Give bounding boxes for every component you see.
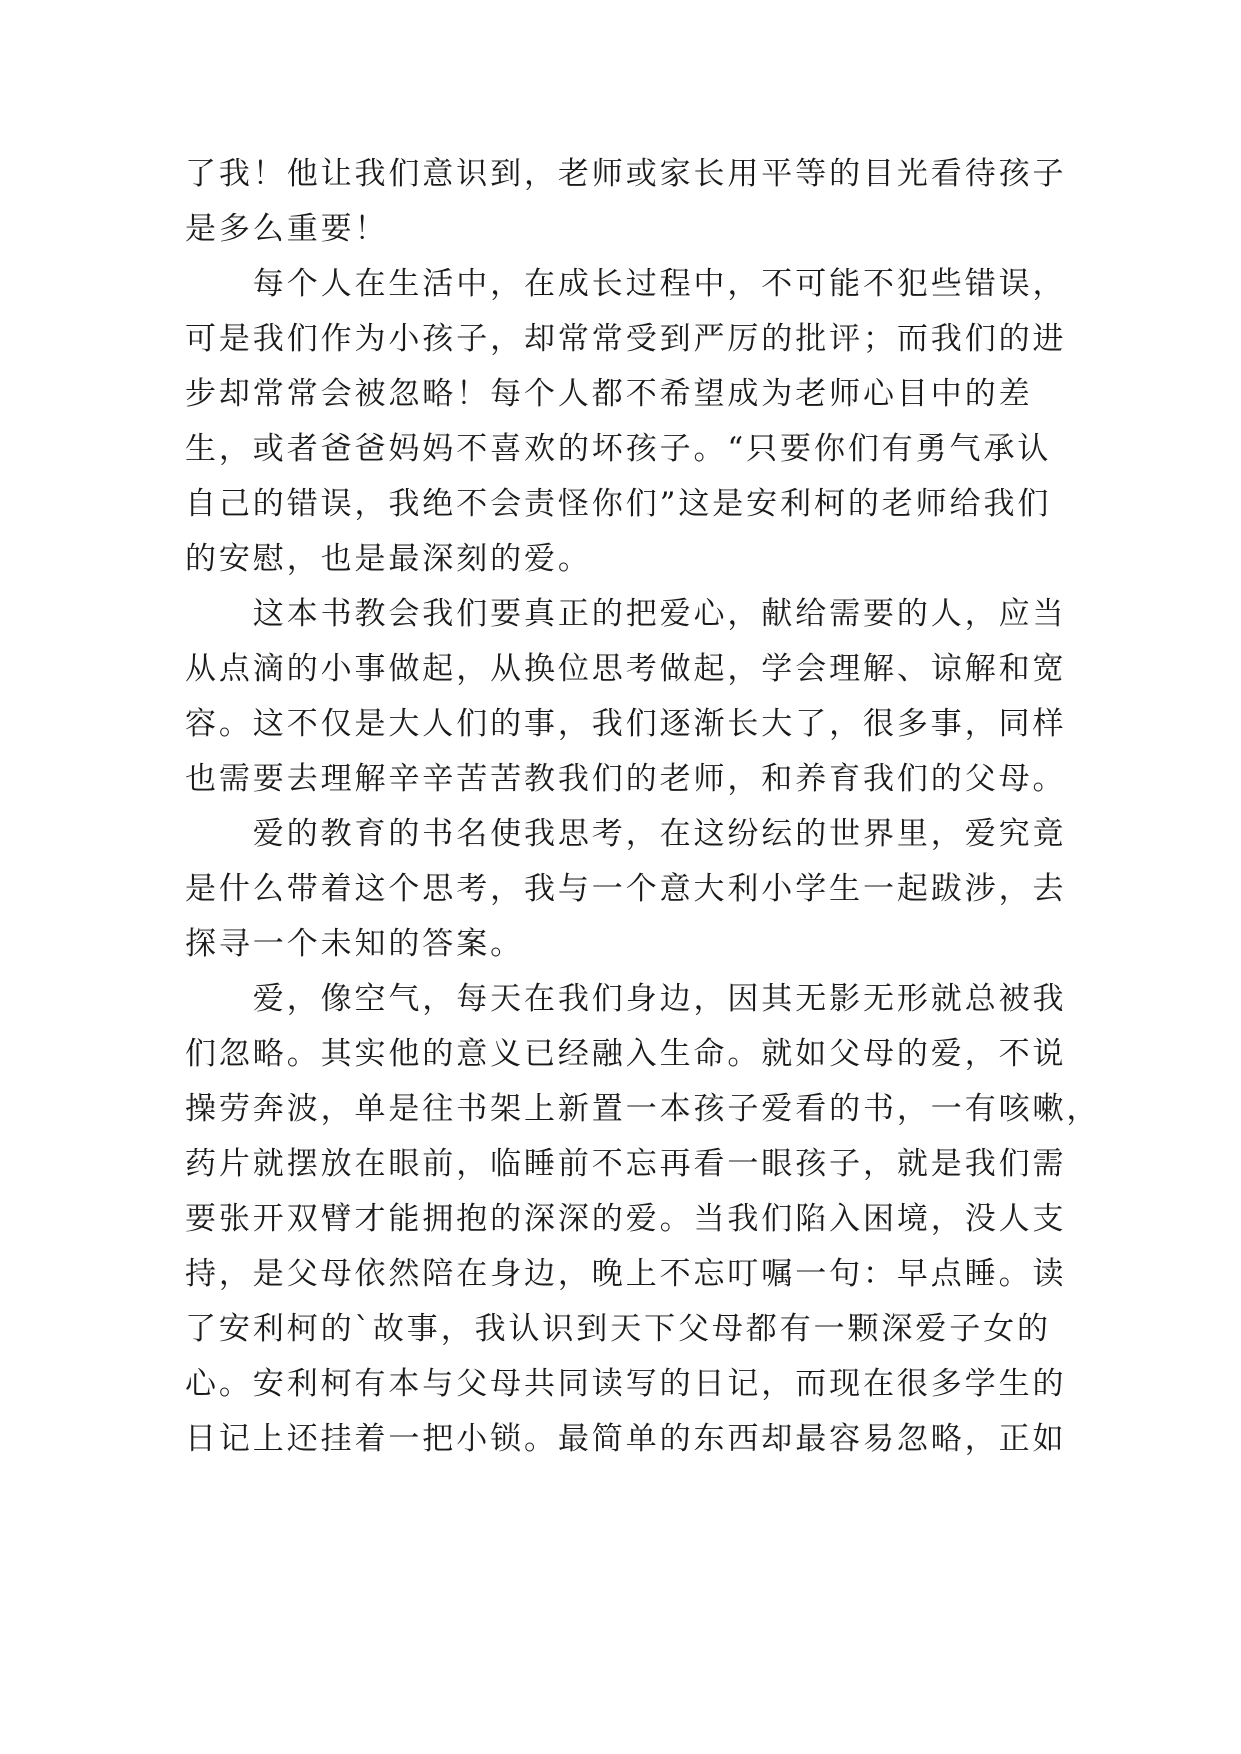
text-line: 要张开双臂才能拥抱的深深的爱。当我们陷入困境，没人支 [185, 1201, 1067, 1237]
text-line: 也需要去理解辛辛苦苦教我们的老师，和养育我们的父母。 [185, 761, 1067, 797]
text-line: 探寻一个未知的答案。 [185, 926, 524, 962]
text-line: 日记上还挂着一把小锁。最简单的东西却最容易忽略，正如 [185, 1421, 1067, 1457]
text-line: 爱的教育的书名使我思考，在这纷纭的世界里，爱究竟 [185, 816, 1067, 852]
text-line: 们忽略。其实他的意义已经融入生命。就如父母的爱，不说 [185, 1036, 1067, 1072]
text-line: 操劳奔波，单是往书架上新置一本孩子爱看的书，一有咳嗽， [185, 1091, 1101, 1127]
text-line: 药片就摆放在眼前，临睡前不忘再看一眼孩子，就是我们需 [185, 1146, 1067, 1182]
text-line: 每个人在生活中，在成长过程中，不可能不犯些错误， [185, 266, 1067, 302]
text-line: 了安利柯的`故事，我认识到天下父母都有一颗深爱子女的 [185, 1311, 1051, 1347]
body-text [185, 147, 1101, 1467]
text-line: 的安慰，也是最深刻的爱。 [185, 541, 592, 577]
text-line: 爱，像空气，每天在我们身边，因其无影无形就总被我 [185, 981, 1067, 1017]
text-line: 自己的错误，我绝不会责怪你们”这是安利柯的老师给我们 [185, 486, 1052, 522]
text-line: 是多么重要！ [185, 211, 389, 247]
text-line: 从点滴的小事做起，从换位思考做起，学会理解、谅解和宽 [185, 651, 1067, 687]
text-line: 心。安利柯有本与父母共同读写的日记，而现在很多学生的 [185, 1366, 1067, 1402]
text-line: 这本书教会我们要真正的把爱心，献给需要的人，应当 [185, 596, 1067, 632]
text-line: 容。这不仅是大人们的事，我们逐渐长大了，很多事，同样 [185, 706, 1067, 742]
text-line: 可是我们作为小孩子，却常常受到严厉的批评；而我们的进 [185, 321, 1067, 357]
text-line: 步却常常会被忽略！每个人都不希望成为老师心目中的差 [185, 376, 1033, 412]
text-line: 持，是父母依然陪在身边，晚上不忘叮嘱一句：早点睡。读 [185, 1256, 1067, 1292]
text-line: 生，或者爸爸妈妈不喜欢的坏孩子。“只要你们有勇气承认 [185, 431, 1052, 467]
text-line: 了我！他让我们意识到，老师或家长用平等的目光看待孩子 [185, 156, 1067, 192]
text-line: 是什么带着这个思考，我与一个意大利小学生一起跋涉，去 [185, 871, 1067, 907]
